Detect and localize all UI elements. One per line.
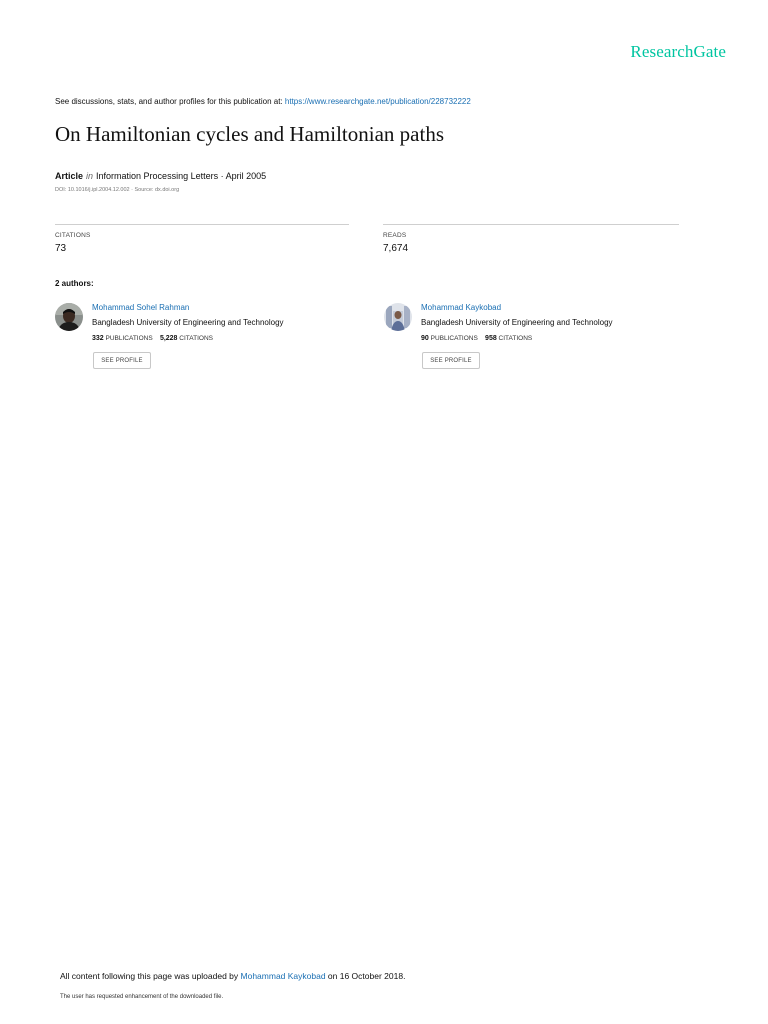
- upload-notice: [60, 971, 405, 981]
- citations-count-label: CITATIONS: [498, 335, 533, 342]
- publications-label: PUBLICATIONS: [430, 335, 478, 342]
- author-institution: Bangladesh University of Engineering and Technology: [92, 318, 284, 327]
- reads-label: READS: [383, 232, 407, 239]
- enhancement-note: The user has requested enhancement of the downloaded file.: [60, 994, 224, 1000]
- publication-type: Article: [55, 171, 84, 181]
- author-avatar[interactable]: [384, 303, 412, 331]
- author-name-link[interactable]: Mohammad Sohel Rahman: [92, 303, 190, 312]
- publication-title: On Hamiltonian cycles and Hamiltonian paths: [55, 122, 444, 146]
- journal-date: Information Processing Letters · April 2005: [96, 171, 267, 181]
- author-avatar[interactable]: [55, 303, 83, 331]
- citations-divider: [55, 224, 349, 225]
- citations-count: 5,228: [159, 335, 178, 342]
- citations-label: CITATIONS: [55, 232, 91, 239]
- publication-url-link[interactable]: https://www.researchgate.net/publication/228732222: [284, 97, 471, 106]
- citations-value: 73: [55, 243, 67, 254]
- discussion-line: [55, 97, 471, 106]
- reads-value: 7,674: [383, 243, 409, 254]
- researchgate-logo[interactable]: ResearchGate: [630, 42, 726, 61]
- see-profile-button[interactable]: SEE PROFILE: [93, 352, 151, 369]
- author-stats: [421, 335, 532, 342]
- citations-count-label: CITATIONS: [179, 335, 213, 342]
- author-name-link[interactable]: Mohammad Kaykobad: [421, 303, 502, 312]
- doi-line: DOI: 10.1016/j.ipl.2004.12.002 · Source: dx.doi.org: [55, 187, 180, 193]
- publications-count: 90: [421, 335, 429, 342]
- reads-divider: [383, 224, 679, 225]
- uploader-link[interactable]: Mohammad Kaykobad: [240, 971, 326, 981]
- publications-label: PUBLICATIONS: [105, 335, 153, 342]
- authors-heading: 2 authors:: [55, 279, 94, 288]
- publication-meta: [55, 171, 266, 181]
- discussion-prefix: See discussions, stats, and author profiles for this publication at:: [55, 97, 285, 106]
- publications-count: 332: [92, 335, 104, 342]
- upload-suffix: on 16 October 2018.: [325, 971, 406, 981]
- in-word: in: [86, 171, 94, 181]
- see-profile-button[interactable]: SEE PROFILE: [422, 352, 480, 369]
- upload-prefix: All content following this page was uploaded by: [60, 971, 241, 981]
- author-institution: Bangladesh University of Engineering and Technology: [421, 318, 613, 327]
- citations-count: 958: [485, 335, 497, 342]
- author-stats: [92, 335, 213, 342]
